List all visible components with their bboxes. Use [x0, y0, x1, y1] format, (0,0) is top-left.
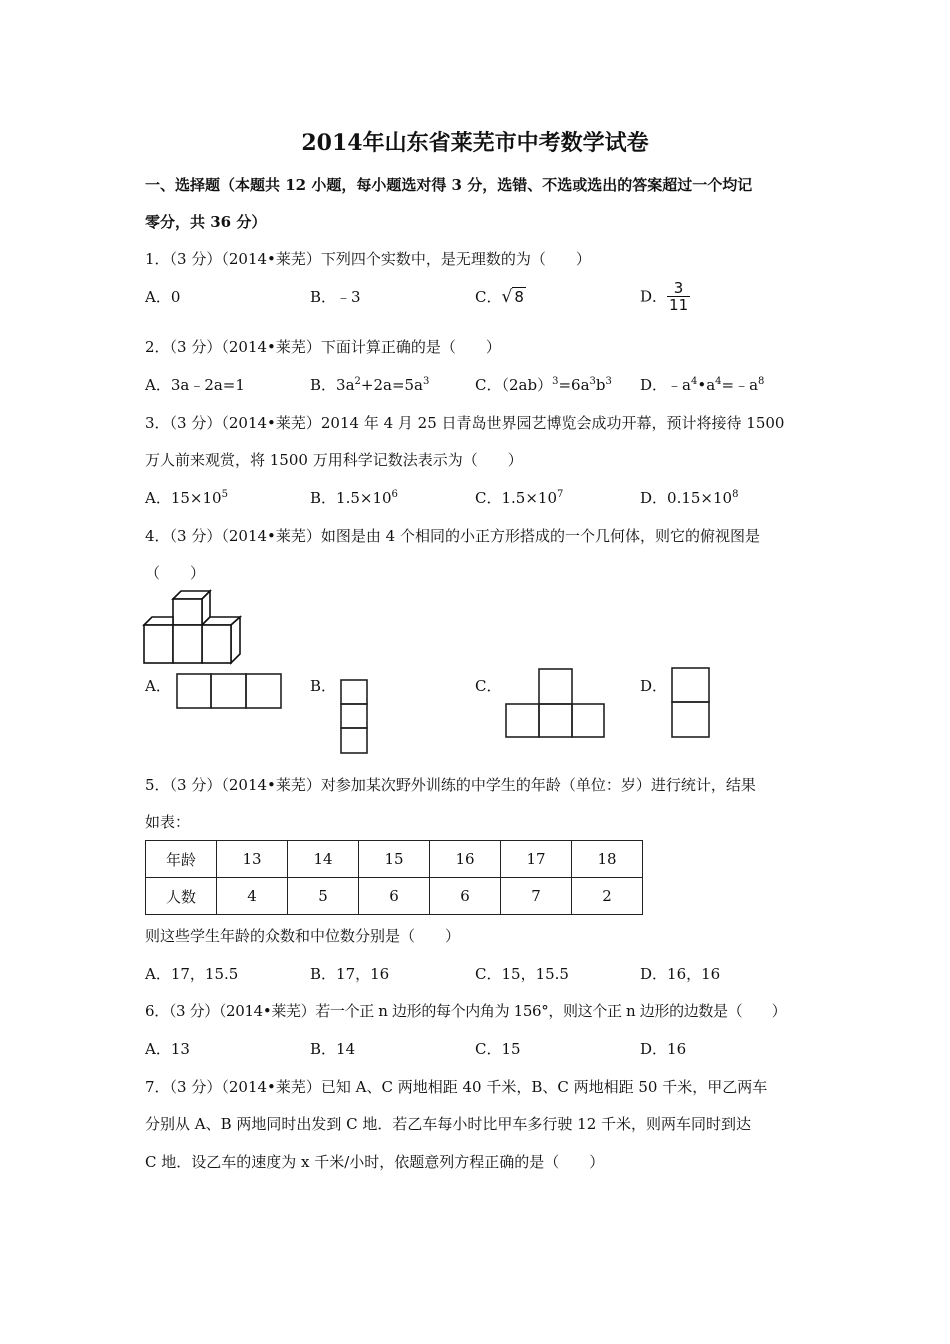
table-cell: 4: [217, 878, 288, 915]
q3-b-exp: 6: [391, 489, 398, 500]
q5-option-b: B．17，16: [310, 965, 390, 983]
q3-b-base: B．1.5×10: [310, 489, 392, 507]
table-row: [146, 878, 643, 915]
table-row: [146, 841, 643, 878]
table-cell: 17: [501, 841, 572, 878]
q2-stem: 2．（3 分）（2014•莱芜）下面计算正确的是（ ）: [145, 338, 501, 356]
page-title: 2014年山东省莱芜市中考数学试卷: [301, 130, 649, 156]
q3-option-d: [640, 488, 738, 508]
q5-question: 则这些学生年龄的众数和中位数分别是（ ）: [145, 927, 461, 945]
q1-option-d-numerator: 3: [667, 280, 690, 297]
q3-a-base: A．15×10: [145, 489, 222, 507]
section-heading-line1: 一、选择题（本题共 12 小题，每小题选对得 3 分，选错、不选或选出的答案超过一个均记: [145, 176, 753, 194]
q4-option-d-figure: [671, 667, 711, 739]
q2-c-part: =6a: [558, 376, 590, 394]
q1-stem: 1．（3 分）（2014•莱芜）下列四个实数中，是无理数的为（ ）: [145, 250, 591, 268]
q4-option-b-figure: [340, 679, 368, 755]
q2-d-exp: 4: [690, 376, 698, 387]
table-cell: 年龄: [146, 841, 217, 878]
q3-option-b: [310, 488, 398, 508]
q2-d-exp: 8: [758, 376, 765, 387]
q2-c-exp: 3: [605, 376, 612, 387]
q5-stem-line1: 5．（3 分）（2014•莱芜）对参加某次野外训练的中学生的年龄（单位：岁）进行统计，结果: [145, 776, 756, 794]
q1-option-d-denominator: 11: [669, 296, 689, 314]
q2-b-part: B．3a: [310, 376, 355, 394]
q6-option-d: D．16: [640, 1040, 687, 1058]
q3-c-exp: 7: [557, 489, 564, 500]
q2-c-part: b: [595, 376, 606, 394]
table-cell: 14: [288, 841, 359, 878]
q4-option-a: A．: [145, 677, 171, 695]
q6-option-b: B．14: [310, 1040, 356, 1058]
q3-option-c: [475, 488, 563, 508]
q2-c-exp: 3: [589, 376, 596, 387]
q4-option-c-figure: [505, 668, 605, 738]
q2-option-b: [310, 375, 429, 395]
q2-option-c: [475, 375, 612, 395]
q1-option-d-fraction: [667, 280, 690, 313]
q3-d-base: D．0.15×10: [640, 489, 733, 507]
q1-option-c-radicand: 8: [514, 288, 524, 306]
q3-c-base: C．1.5×10: [475, 489, 557, 507]
q7-stem-line3: C 地．设乙车的速度为 x 千米/小时，依题意列方程正确的是（ ）: [145, 1153, 605, 1171]
q4-option-c: C．: [475, 677, 502, 695]
q7-stem-line1: 7．（3 分）（2014•莱芜）已知 A、C 两地相距 40 千米，B、C 两地相距 50 千米，甲乙两车: [145, 1078, 768, 1096]
q3-stem-line1: 3．（3 分）（2014•莱芜）2014 年 4 月 25 日青岛世界园艺博览会成功开幕，预计将接待 1500: [145, 414, 785, 432]
table-cell: 13: [217, 841, 288, 878]
q4-stem-line1: 4．（3 分）（2014•莱芜）如图是由 4 个相同的小正方形搭成的一个几何体，则它的俯视图是: [145, 527, 760, 545]
q2-c-part: C．（2ab）: [475, 376, 553, 394]
q3-d-exp: 8: [732, 489, 739, 500]
q1-option-a: A．0: [145, 288, 181, 306]
table-cell: 5: [288, 878, 359, 915]
q2-d-part: =﹣a: [721, 376, 759, 394]
age-table: [145, 840, 643, 915]
q4-option-b: B．: [310, 677, 337, 695]
q2-option-d: [640, 375, 764, 395]
table-cell: 15: [359, 841, 430, 878]
q2-c-exp: 3: [552, 376, 559, 387]
q2-b-exp: 2: [354, 376, 361, 387]
table-cell: 人数: [146, 878, 217, 915]
q2-d-part: •a: [697, 376, 716, 394]
q2-b-part: +2a=5a: [360, 376, 423, 394]
table-cell: 16: [430, 841, 501, 878]
q1-option-d: [640, 280, 690, 313]
sqrt-icon: √: [501, 287, 513, 307]
q1-option-d-label: D．: [640, 287, 668, 306]
q2-b-exp: 3: [423, 376, 430, 387]
q5-option-a: A．17，15.5: [145, 965, 239, 983]
table-cell: 6: [430, 878, 501, 915]
q4-option-d: D．: [640, 677, 668, 695]
q7-stem-line2: 分别从 A、B 两地同时出发到 C 地．若乙车每小时比甲车多行驶 12 千米，则两车同时到达: [145, 1115, 752, 1133]
q5-option-c: C．15，15.5: [475, 965, 569, 983]
q1-option-b: B．﹣3: [310, 288, 361, 306]
q1-option-c: [475, 287, 526, 307]
q3-option-a: [145, 488, 228, 508]
table-cell: 6: [359, 878, 430, 915]
section-heading-line2: 零分，共 36 分）: [145, 213, 267, 231]
q6-option-c: C．15: [475, 1040, 521, 1058]
q6-stem: 6．（3 分）（2014•莱芜）若一个正 n 边形的每个内角为 156°，则这个正 n 边形的边数是（ ）: [145, 1002, 787, 1020]
q2-option-a: A．3a﹣2a=1: [145, 376, 245, 394]
q3-a-exp: 5: [221, 489, 228, 500]
q4-stem-line2: （ ）: [145, 564, 206, 582]
q4-option-a-figure: [176, 673, 282, 709]
q2-d-exp: 4: [715, 376, 722, 387]
table-cell: 18: [572, 841, 643, 878]
table-cell: 2: [572, 878, 643, 915]
q1-option-c-label: C．: [475, 288, 502, 306]
q3-stem-line2: 万人前来观赏，将 1500 万用科学记数法表示为（ ）: [145, 451, 523, 469]
cube-solid-figure: [140, 588, 250, 668]
q5-stem-line2: 如表：: [145, 813, 191, 831]
q6-option-a: A．13: [145, 1040, 190, 1058]
q2-d-part: D．﹣a: [640, 376, 691, 394]
table-cell: 7: [501, 878, 572, 915]
q5-option-d: D．16，16: [640, 965, 721, 983]
